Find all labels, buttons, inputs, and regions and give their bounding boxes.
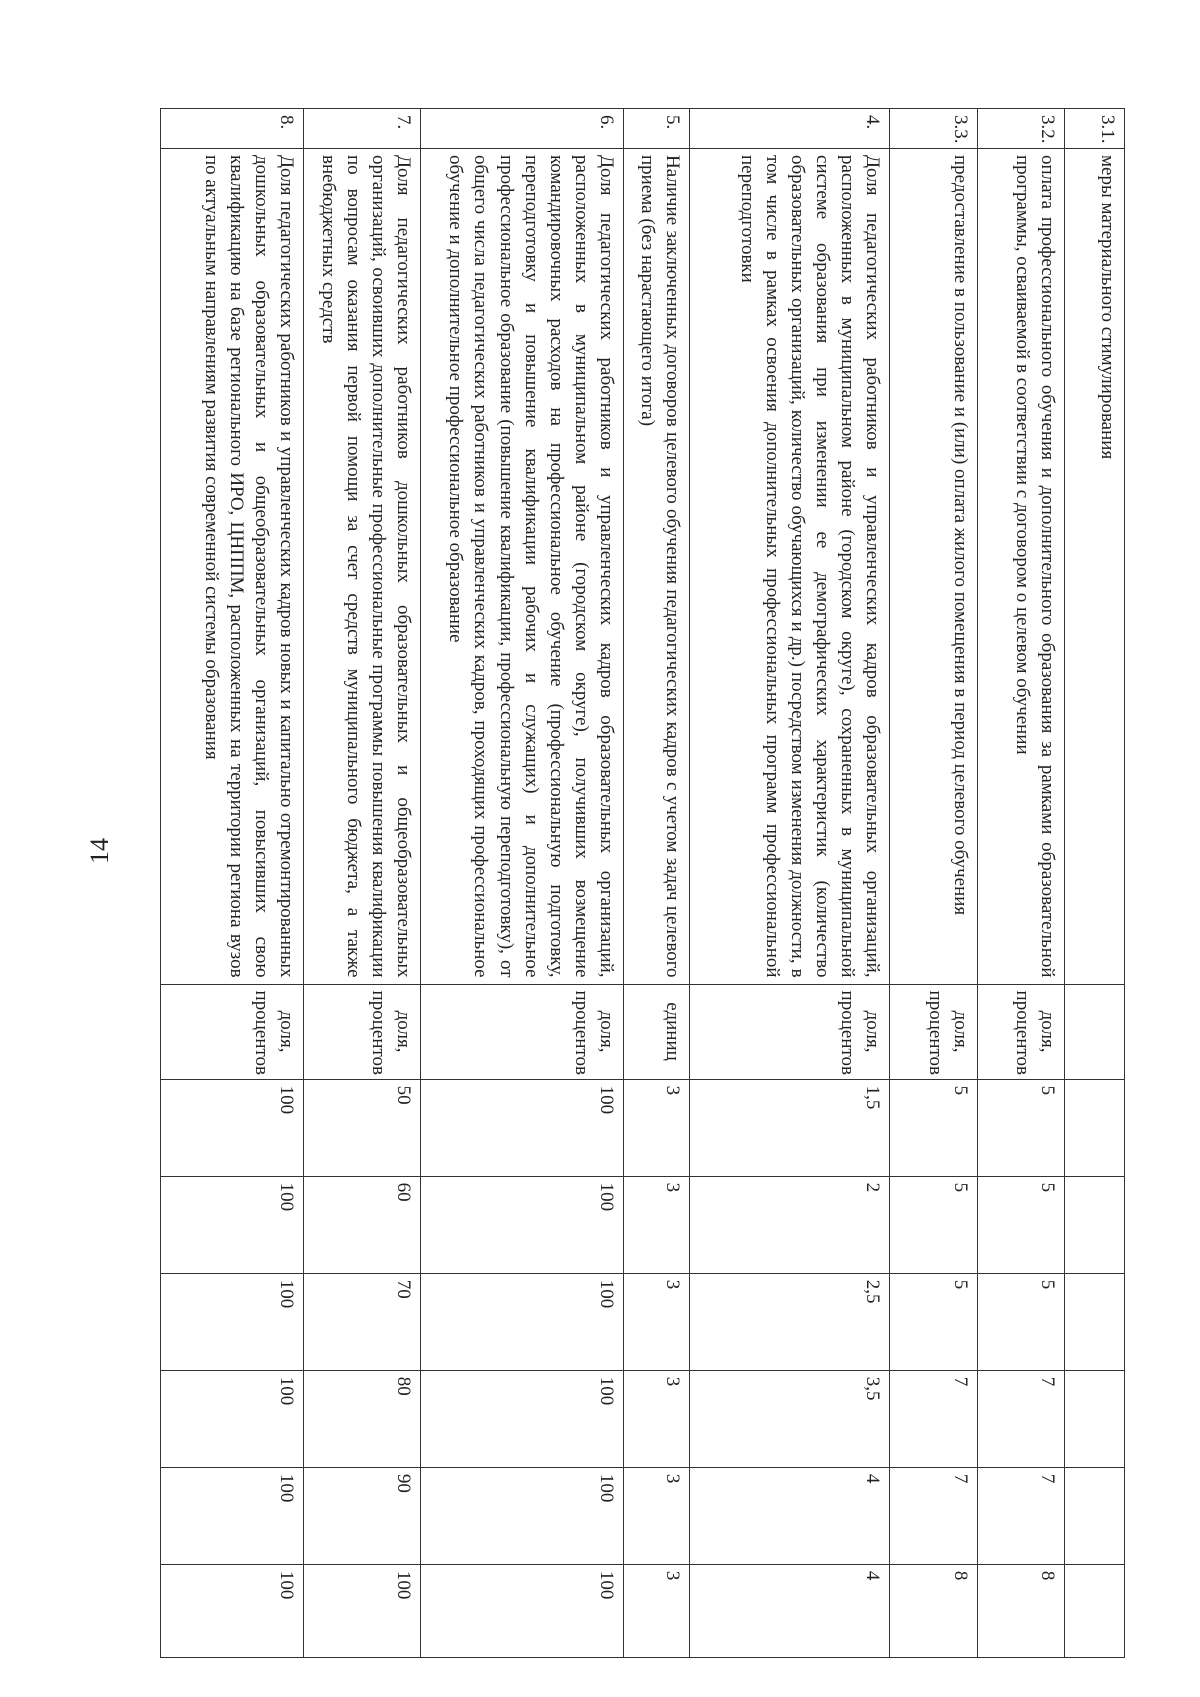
- value-cell: 5: [890, 1176, 977, 1273]
- table-row: [303, 109, 420, 1658]
- table-row: [623, 109, 689, 1658]
- value-cell: 100: [161, 1467, 304, 1564]
- value-cell: [1065, 1370, 1125, 1467]
- value-cell: 3,5: [689, 1370, 889, 1467]
- value-cell: 5: [977, 1079, 1064, 1176]
- value-cell: 2,5: [689, 1273, 889, 1370]
- page-number: 14: [85, 838, 114, 864]
- value-cell: 2: [689, 1176, 889, 1273]
- value-cell: 50: [303, 1079, 420, 1176]
- row-number-cell: 8.: [161, 109, 304, 149]
- value-cell: 8: [977, 1564, 1064, 1657]
- value-cell: 100: [421, 1467, 624, 1564]
- value-cell: 8: [890, 1564, 977, 1657]
- unit-cell: доля, процентов: [689, 984, 889, 1079]
- table-body: [161, 109, 1125, 1658]
- unit-cell: доля, процентов: [890, 984, 977, 1079]
- indicator-text-cell: Доля педагогических работников и управленческих кадров образовательных организаций, расположенных в муниципальном районе (городском округе), получивших возмещение командировочных расходов на профессиональное обучение (профессиональную подготовку, переподготовку и повышение квалификации рабочих и служащих) и дополнительное профессиональное образование (повышение квалификации, профессиональную переподготовку), от общего числа педагогических работников и управленческих кадров, проходящих профессиональное обучение и дополнительное профессиональное образование: [421, 149, 624, 985]
- value-cell: [1065, 1467, 1125, 1564]
- value-cell: 7: [890, 1467, 977, 1564]
- indicator-text-cell: предоставление в пользование и (или) оплата жилого помещения в период целевого обучения: [890, 149, 977, 985]
- indicator-text-cell: оплата профессионального обучения и дополнительного образования за рамками образовательной программы, осваиваемой в соответствии с договором о целевом обучении: [977, 149, 1064, 985]
- unit-cell: доля, процентов: [303, 984, 420, 1079]
- value-cell: 5: [890, 1079, 977, 1176]
- indicators-table: [160, 108, 1125, 1658]
- value-cell: 100: [161, 1564, 304, 1657]
- table-row: [161, 109, 304, 1658]
- value-cell: 5: [977, 1273, 1064, 1370]
- value-cell: 100: [161, 1273, 304, 1370]
- value-cell: [1065, 1273, 1125, 1370]
- value-cell: 60: [303, 1176, 420, 1273]
- value-cell: 5: [890, 1273, 977, 1370]
- value-cell: 100: [161, 1176, 304, 1273]
- value-cell: 1,5: [689, 1079, 889, 1176]
- value-cell: [1065, 1176, 1125, 1273]
- indicator-text-cell: меры материального стимулирования: [1065, 149, 1125, 985]
- value-cell: 7: [977, 1370, 1064, 1467]
- value-cell: 100: [161, 1079, 304, 1176]
- indicator-text-cell: Наличие заключенных договоров целевого обучения педагогических кадров с учетом задач целевого приема (без нарастающего итога): [623, 149, 689, 985]
- value-cell: 3: [623, 1370, 689, 1467]
- row-number-cell: 7.: [303, 109, 420, 149]
- value-cell: 100: [421, 1079, 624, 1176]
- row-number-cell: 3.3.: [890, 109, 977, 149]
- table-row: [421, 109, 624, 1658]
- value-cell: 80: [303, 1370, 420, 1467]
- row-number-cell: 6.: [421, 109, 624, 149]
- value-cell: 100: [421, 1273, 624, 1370]
- value-cell: 100: [421, 1564, 624, 1657]
- value-cell: [1065, 1564, 1125, 1657]
- unit-cell: [1065, 984, 1125, 1079]
- value-cell: 7: [890, 1370, 977, 1467]
- unit-cell: доля, процентов: [977, 984, 1064, 1079]
- table-row: [977, 109, 1064, 1658]
- value-cell: [1065, 1079, 1125, 1176]
- value-cell: 4: [689, 1564, 889, 1657]
- table-row: [890, 109, 977, 1658]
- value-cell: 7: [977, 1467, 1064, 1564]
- value-cell: 70: [303, 1273, 420, 1370]
- row-number-cell: 3.1.: [1065, 109, 1125, 149]
- unit-cell: доля, процентов: [421, 984, 624, 1079]
- value-cell: 100: [303, 1564, 420, 1657]
- row-number-cell: 3.2.: [977, 109, 1064, 149]
- row-number-cell: 4.: [689, 109, 889, 149]
- value-cell: 100: [161, 1370, 304, 1467]
- value-cell: 100: [421, 1176, 624, 1273]
- table-row: [1065, 109, 1125, 1658]
- value-cell: 100: [421, 1370, 624, 1467]
- indicator-text-cell: Доля педагогических работников и управленческих кадров образовательных организаций, расположенных в муниципальном районе (городском округе), сохраненных в муниципальной системе образования при изменении ее демографических характеристик (количество образовательных организаций, количество обучающихся и др.) посредством изменения должности, в том числе в рамках освоения дополнительных профессиональных программ профессиональной переподготовки: [689, 149, 889, 985]
- value-cell: 90: [303, 1467, 420, 1564]
- value-cell: 3: [623, 1176, 689, 1273]
- indicator-text-cell: Доля педагогических работников и управленческих кадров новых и капитально отремонтированных дошкольных образовательных и общеобразовательных организаций, повысивших свою квалификацию на базе регионального ИРО, ЦНППМ, расположенных на территории региона вузов по актуальным направлениям развития современной системы образования: [161, 149, 304, 985]
- table-row: [689, 109, 889, 1658]
- value-cell: 3: [623, 1273, 689, 1370]
- rotated-table-wrapper: [160, 108, 1125, 1658]
- unit-cell: доля, процентов: [161, 984, 304, 1079]
- value-cell: 5: [977, 1176, 1064, 1273]
- value-cell: 4: [689, 1467, 889, 1564]
- row-number-cell: 5.: [623, 109, 689, 149]
- unit-cell: единиц: [623, 984, 689, 1079]
- indicator-text-cell: Доля педагогических работников дошкольных образовательных и общеобразовательных организаций, освоивших дополнительные профессиональные программы повышения квалификации по вопросам оказания первой помощи за счет средств муниципального бюджета, а также внебюджетных средств: [303, 149, 420, 985]
- value-cell: 3: [623, 1564, 689, 1657]
- value-cell: 3: [623, 1079, 689, 1176]
- value-cell: 3: [623, 1467, 689, 1564]
